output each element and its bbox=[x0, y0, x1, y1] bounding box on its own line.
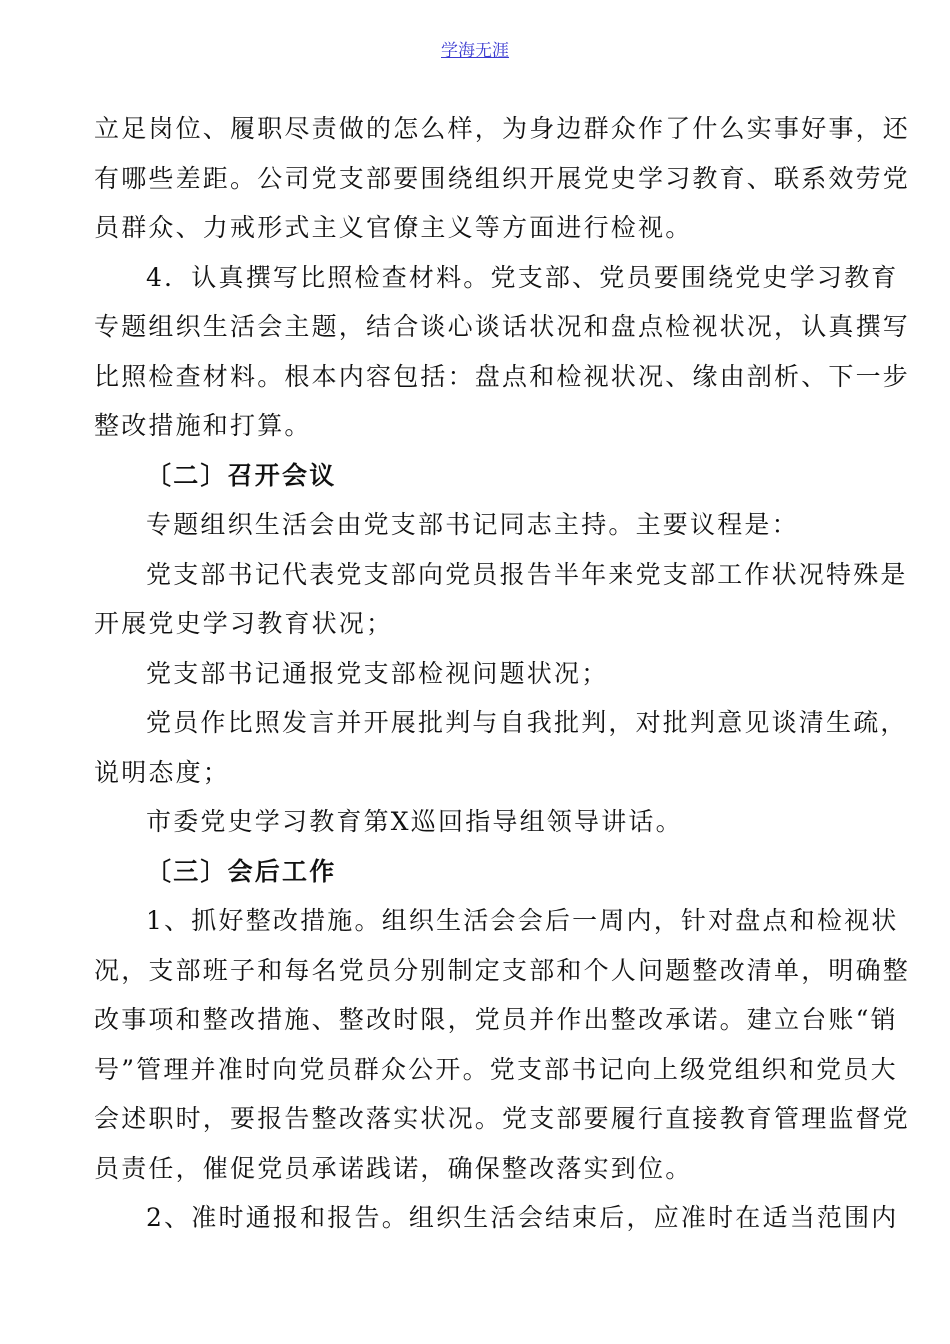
paragraph-line: 比照检查材料。根本内容包括：盘点和检视状况、缘由剖析、下一步 bbox=[94, 361, 911, 391]
section-heading: 〔三〕会后工作 bbox=[146, 856, 337, 886]
section-heading: 〔二〕召开会议 bbox=[146, 460, 337, 490]
paragraph-line: 员群众、力戒形式主义官僚主义等方面进行检视。 bbox=[94, 213, 693, 242]
paragraph-line: 市委党史学习教育第X巡回指导组领导讲话。 bbox=[146, 807, 683, 836]
paragraph-line: 说明态度； bbox=[94, 757, 231, 787]
paragraph-line: 员责任，催促党员承诺践诺，确保整改落实到位。 bbox=[94, 1153, 693, 1183]
paragraph-line: 专题组织生活会主题，结合谈心谈话状况和盘点检视状况，认真撰写 bbox=[94, 312, 911, 341]
paragraph-line: 党支部书记通报党支部检视问题状况； bbox=[146, 658, 609, 688]
paragraph-line: 2、准时通报和报告。组织生活会结束后，应准时在适当范围内 bbox=[146, 1203, 899, 1232]
paragraph-line: 专题组织生活会由党支部书记同志主持。主要议程是： bbox=[146, 510, 799, 539]
paragraph-line: 开展党史学习教育状况； bbox=[94, 609, 394, 638]
paragraph-line: 整改措施和打算。 bbox=[94, 411, 312, 440]
paragraph-line: 号”管理并准时向党员群众公开。党支部书记向上级党组织和党员大 bbox=[94, 1054, 898, 1084]
paragraph-line: 会述职时，要报告整改落实状况。党支部要履行直接教育管理监督党 bbox=[94, 1104, 911, 1133]
paragraph-line: 党员作比照发言并开展批判与自我批判，对批判意见谈清生疏， bbox=[146, 708, 908, 737]
paragraph-line: 4．认真撰写比照检查材料。党支部、党员要围绕党史学习教育 bbox=[146, 262, 899, 292]
paragraph-line: 有哪些差距。公司党支部要围绕组织开展党史学习教育、联系效劳党 bbox=[94, 163, 911, 193]
paragraph-line: 况，支部班子和每名党员分别制定支部和个人问题整改清单，明确整 bbox=[94, 955, 911, 985]
header-link[interactable]: 学海无涯 bbox=[441, 41, 509, 61]
document-body bbox=[94, 104, 911, 1243]
paragraph-line: 改事项和整改措施、整改时限，党员并作出整改承诺。建立台账“销 bbox=[94, 1005, 898, 1034]
paragraph-line: 党支部书记代表党支部向党员报告半年来党支部工作状况特殊是 bbox=[146, 559, 908, 589]
paragraph-line: 1、抓好整改措施。组织生活会会后一周内，针对盘点和检视状 bbox=[146, 906, 899, 935]
paragraph-line: 立足岗位、履职尽责做的怎么样，为身边群众作了什么实事好事，还 bbox=[94, 114, 911, 143]
